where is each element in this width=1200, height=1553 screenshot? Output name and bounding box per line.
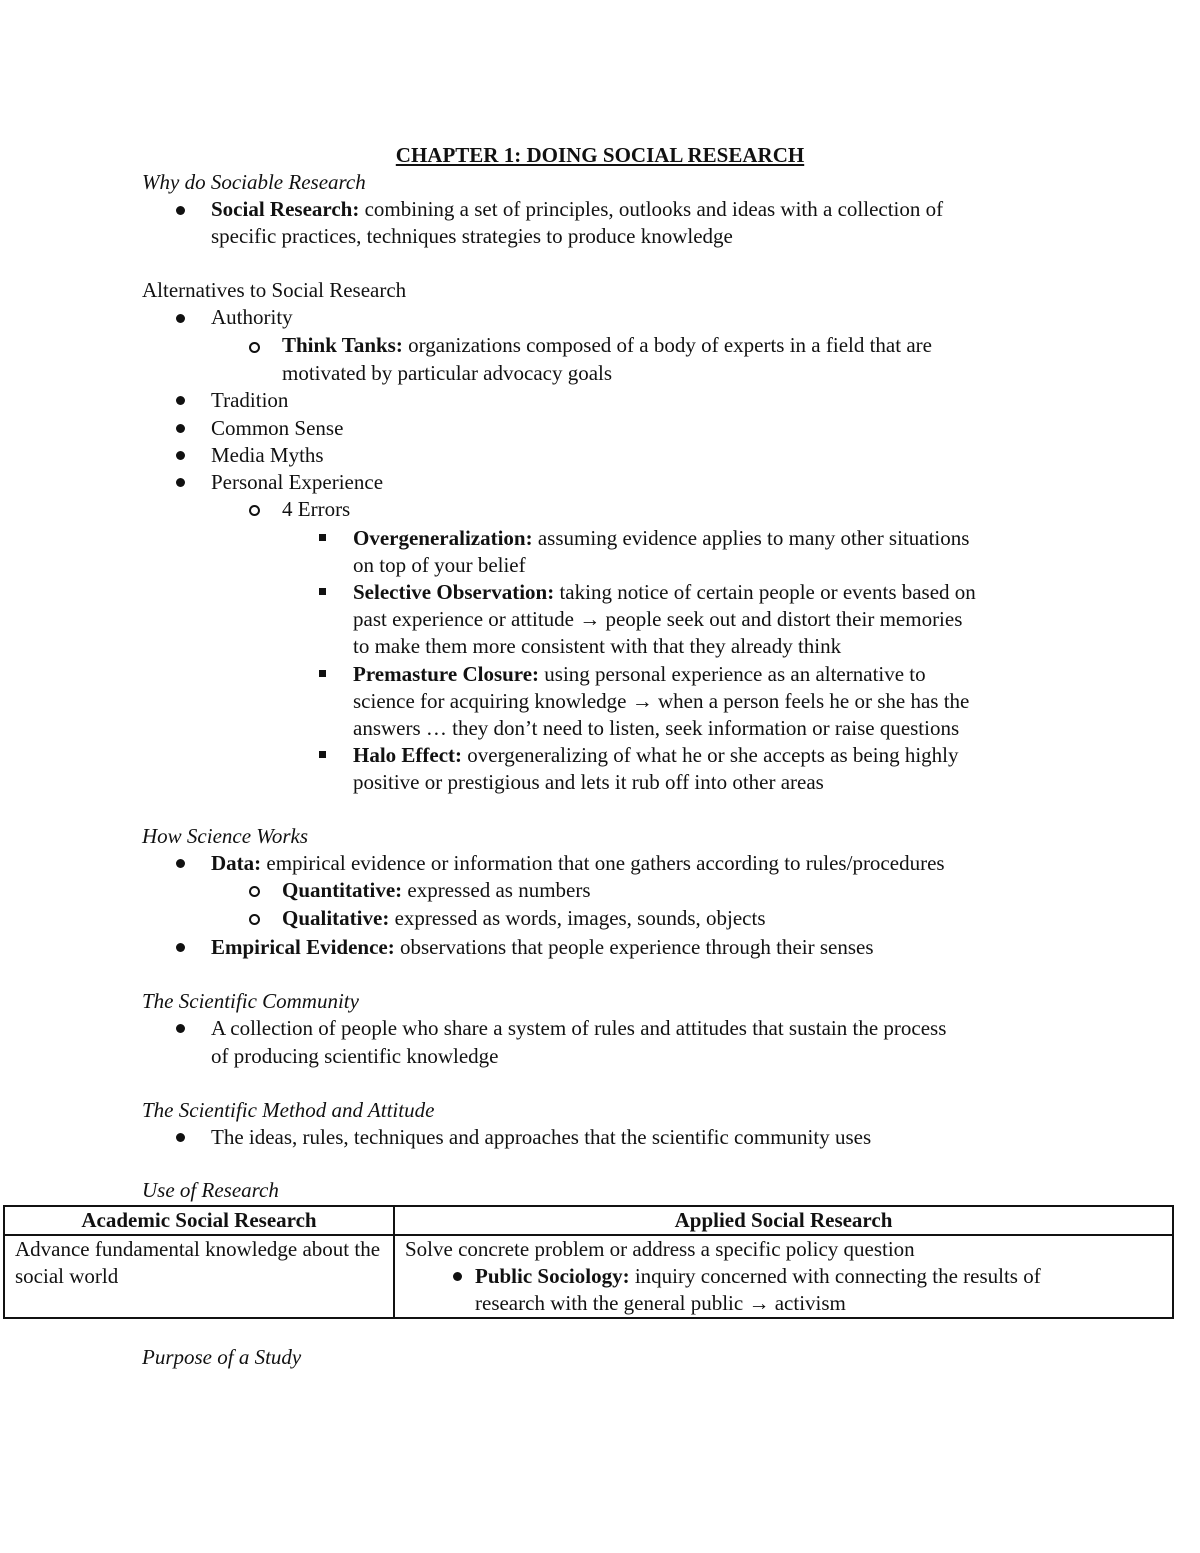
list-item-4-errors: 4 Errors [282, 497, 351, 521]
list-item-continuation: answers … they don’t need to listen, seek information or raise questions [353, 716, 960, 740]
section-heading-method: The Scientific Method and Attitude [142, 1098, 435, 1122]
circle-bullet-icon [249, 342, 260, 353]
definition-text: expressed as words, images, sounds, objects [394, 906, 766, 930]
term-quantitative: Quantitative: [282, 878, 403, 902]
term-selective-observation: Selective Observation: [353, 580, 555, 604]
bullet-icon [453, 1272, 462, 1281]
list-item-authority: Authority [211, 305, 293, 329]
definition-text: expressed as numbers [407, 878, 591, 902]
cell-applied [394, 1235, 1173, 1318]
list-item-continuation: past experience or attitude → people seek out and distort their memories [353, 607, 963, 631]
term-think-tanks: Think Tanks: [282, 333, 403, 357]
use-of-research-table [3, 1205, 1174, 1319]
square-bullet-icon [319, 588, 326, 595]
bullet-icon [176, 859, 185, 868]
bullet-icon [176, 396, 185, 405]
bullet-icon [176, 943, 185, 952]
list-item-common-sense: Common Sense [211, 416, 344, 440]
table-header-row [4, 1206, 1173, 1235]
section-heading-science: How Science Works [142, 824, 309, 848]
list-item-qualitative [282, 905, 766, 932]
section-heading-use: Use of Research [142, 1178, 279, 1202]
bullet-icon [176, 478, 185, 487]
definition-text: combining a set of principles, outlooks and ideas with a collection of [364, 197, 944, 221]
applied-description: Solve concrete problem or address a specific policy question [405, 1237, 915, 1261]
term-qualitative: Qualitative: [282, 906, 390, 930]
list-item-continuation: science for acquiring knowledge → when a person feels he or she has the [353, 689, 970, 713]
list-item-empirical-evidence [211, 934, 874, 961]
definition-text: overgeneralizing of what he or she accepts as being highly [467, 743, 959, 767]
square-bullet-icon [319, 670, 326, 677]
circle-bullet-icon [249, 505, 260, 516]
term-halo-effect: Halo Effect: [353, 743, 463, 767]
definition-text: organizations composed of a body of experts in a field that are [408, 333, 932, 357]
list-item-overgeneralization [353, 525, 969, 552]
section-heading-why: Why do Sociable Research [142, 170, 366, 194]
list-item-continuation: of producing scientific knowledge [211, 1044, 499, 1068]
term-empirical-evidence: Empirical Evidence: [211, 935, 395, 959]
definition-text: empirical evidence or information that one gathers according to rules/procedures [266, 851, 945, 875]
bullet-icon [176, 1024, 185, 1033]
list-item-social-research [211, 196, 943, 223]
list-item-selective-observation [353, 579, 976, 606]
section-heading-community: The Scientific Community [142, 989, 359, 1013]
list-item-continuation: motivated by particular advocacy goals [282, 361, 613, 385]
table-row [4, 1235, 1173, 1318]
header-academic: Academic Social Research [4, 1206, 394, 1235]
square-bullet-icon [319, 751, 326, 758]
term-overgeneralization: Overgeneralization: [353, 526, 533, 550]
list-item-tradition: Tradition [211, 388, 289, 412]
list-item-think-tanks [282, 332, 932, 359]
list-item-continuation: on top of your belief [353, 553, 526, 577]
definition-text: using personal experience as an alternative to [544, 662, 926, 686]
term-premasture-closure: Premasture Closure: [353, 662, 540, 686]
cell-academic: Advance fundamental knowledge about the social world [4, 1235, 394, 1318]
definition-text: inquiry concerned with connecting the results of [634, 1264, 1041, 1288]
list-item-community: A collection of people who share a system of rules and attitudes that sustain the process [211, 1016, 947, 1040]
list-item-continuation: positive or prestigious and lets it rub off into other areas [353, 770, 824, 794]
bullet-icon [176, 206, 185, 215]
list-item-data [211, 850, 945, 877]
list-item-continuation: specific practices, techniques strategies to produce knowledge [211, 224, 733, 248]
list-item-method: The ideas, rules, techniques and approaches that the scientific community uses [211, 1125, 872, 1149]
definition-text: assuming evidence applies to many other situations [537, 526, 970, 550]
term-social-research: Social Research: [211, 197, 360, 221]
definition-text: observations that people experience through their senses [399, 935, 874, 959]
list-item-continuation: to make them more consistent with that they already think [353, 634, 842, 658]
list-item-public-sociology [405, 1263, 1162, 1317]
page-title: CHAPTER 1: DOING SOCIAL RESEARCH [395, 143, 805, 167]
term-public-sociology: Public Sociology: [475, 1264, 630, 1288]
circle-bullet-icon [249, 886, 260, 897]
list-item-continuation: research with the general public → activism [475, 1291, 846, 1315]
square-bullet-icon [319, 534, 326, 541]
header-applied: Applied Social Research [394, 1206, 1173, 1235]
list-item-quantitative [282, 877, 591, 904]
bullet-icon [176, 1133, 185, 1142]
term-data: Data: [211, 851, 262, 875]
bullet-icon [176, 451, 185, 460]
section-heading-alternatives: Alternatives to Social Research [142, 278, 407, 302]
list-item-personal-experience: Personal Experience [211, 470, 384, 494]
list-item-media-myths: Media Myths [211, 443, 324, 467]
list-item-premature-closure [353, 661, 926, 688]
bullet-icon [176, 314, 185, 323]
bullet-icon [176, 424, 185, 433]
definition-text: taking notice of certain people or events based on [559, 580, 976, 604]
section-heading-purpose: Purpose of a Study [142, 1345, 302, 1369]
list-item-halo-effect [353, 742, 959, 769]
circle-bullet-icon [249, 914, 260, 925]
